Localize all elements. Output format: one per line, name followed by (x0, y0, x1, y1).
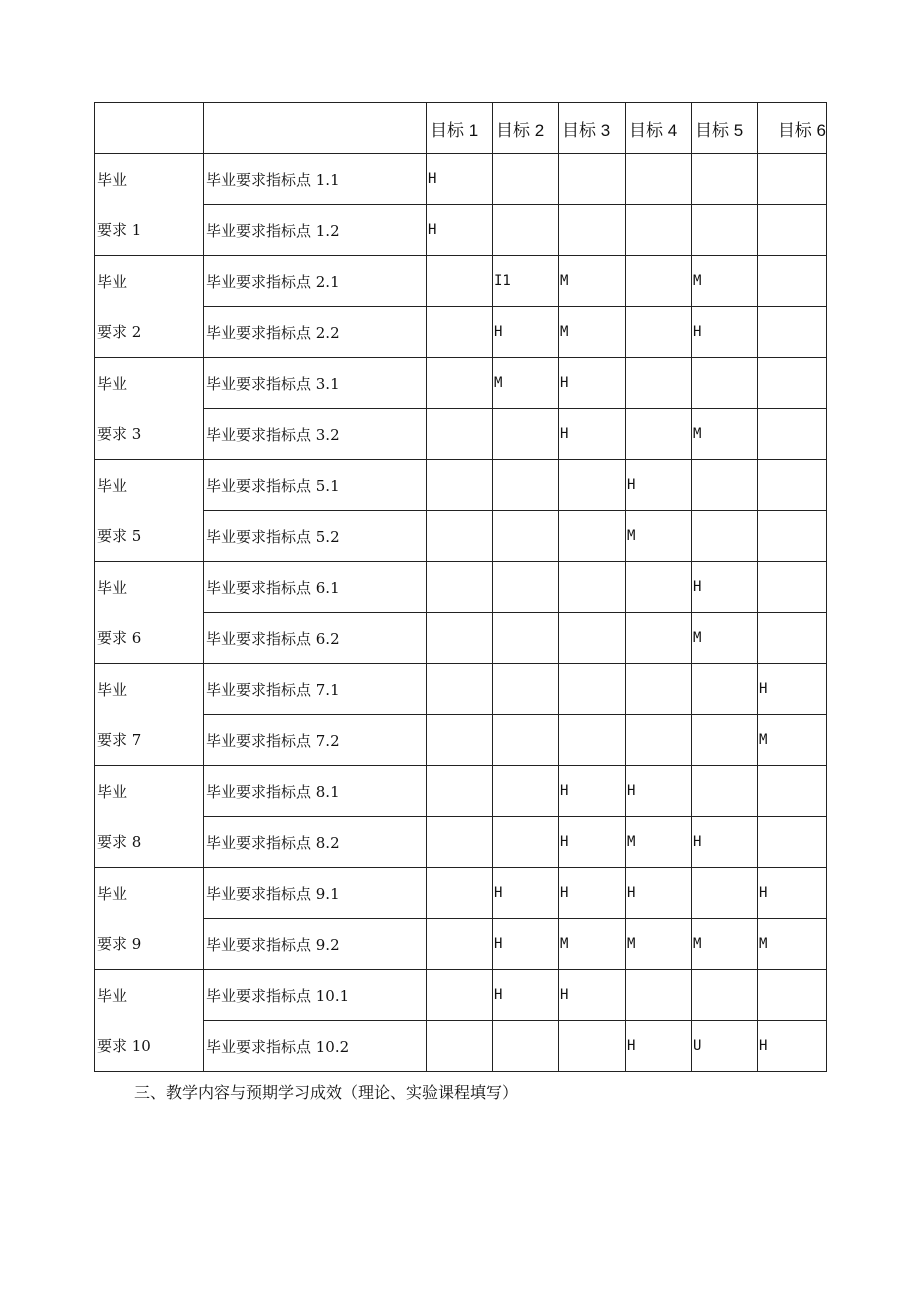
requirement-cell: 毕业 (95, 970, 204, 1021)
support-matrix-table (94, 102, 827, 1072)
table-row (95, 205, 827, 256)
header-goal-6: 目标 6 (758, 103, 827, 154)
goal-4-mark-cell: H (626, 1021, 692, 1072)
goal-2-mark-cell (493, 766, 559, 817)
goal-1-mark-cell (427, 358, 493, 409)
indicator-cell: 毕业要求指标点 9.1 (204, 868, 427, 919)
goal-3-mark-cell (559, 562, 626, 613)
requirement-cell: 毕业 (95, 664, 204, 715)
indicator-cell: 毕业要求指标点 1.1 (204, 154, 427, 205)
goal-6-mark-cell (758, 460, 827, 511)
goal-3-mark-cell (559, 511, 626, 562)
goal-4-mark-cell (626, 970, 692, 1021)
goal-6-mark-cell (758, 307, 827, 358)
goal-3-mark-cell (559, 613, 626, 664)
goal-6-mark-cell (758, 409, 827, 460)
goal-1-mark-cell (427, 919, 493, 970)
header-goal-1: 目标 1 (427, 103, 493, 154)
requirement-cell: 要求 6 (95, 613, 204, 664)
goal-1-mark-cell (427, 970, 493, 1021)
indicator-cell: 毕业要求指标点 7.2 (204, 715, 427, 766)
goal-3-mark-cell (559, 715, 626, 766)
goal-6-mark-cell (758, 613, 827, 664)
header-goal-2: 目标 2 (493, 103, 559, 154)
goal-5-mark-cell: M (692, 919, 758, 970)
goal-6-mark-cell: M (758, 715, 827, 766)
goal-3-mark-cell: M (559, 256, 626, 307)
requirement-cell: 要求 2 (95, 307, 204, 358)
header-row (95, 103, 827, 154)
goal-6-mark-cell (758, 256, 827, 307)
goal-4-mark-cell (626, 154, 692, 205)
header-goal-4: 目标 4 (626, 103, 692, 154)
goal-5-mark-cell: M (692, 409, 758, 460)
indicator-cell: 毕业要求指标点 10.1 (204, 970, 427, 1021)
goal-1-mark-cell (427, 715, 493, 766)
goal-6-mark-cell (758, 817, 827, 868)
requirement-cell: 要求 3 (95, 409, 204, 460)
indicator-cell: 毕业要求指标点 5.1 (204, 460, 427, 511)
goal-2-mark-cell: M (493, 358, 559, 409)
indicator-cell: 毕业要求指标点 6.2 (204, 613, 427, 664)
header-goal-5: 目标 5 (692, 103, 758, 154)
goal-2-mark-cell (493, 613, 559, 664)
indicator-cell: 毕业要求指标点 3.2 (204, 409, 427, 460)
goal-6-mark-cell (758, 154, 827, 205)
goal-2-mark-cell (493, 1021, 559, 1072)
goal-5-mark-cell: H (692, 562, 758, 613)
goal-5-mark-cell: H (692, 307, 758, 358)
goal-6-mark-cell (758, 358, 827, 409)
table-row (95, 460, 827, 511)
goal-1-mark-cell (427, 868, 493, 919)
goal-2-mark-cell: H (493, 868, 559, 919)
goal-5-mark-cell (692, 511, 758, 562)
goal-1-mark-cell (427, 613, 493, 664)
goal-5-mark-cell: M (692, 256, 758, 307)
goal-2-mark-cell (493, 460, 559, 511)
indicator-cell: 毕业要求指标点 10.2 (204, 1021, 427, 1072)
goal-2-mark-cell (493, 205, 559, 256)
table-row (95, 409, 827, 460)
goal-3-mark-cell: H (559, 409, 626, 460)
goal-6-mark-cell (758, 562, 827, 613)
indicator-cell: 毕业要求指标点 6.1 (204, 562, 427, 613)
header-cell-indicator (204, 103, 427, 154)
goal-5-mark-cell (692, 664, 758, 715)
goal-5-mark-cell (692, 460, 758, 511)
table-row (95, 154, 827, 205)
goal-2-mark-cell (493, 511, 559, 562)
goal-5-mark-cell (692, 868, 758, 919)
matrix-body (95, 154, 827, 1072)
table-row (95, 562, 827, 613)
table-row (95, 511, 827, 562)
table-row (95, 358, 827, 409)
table-row (95, 766, 827, 817)
goal-4-mark-cell (626, 562, 692, 613)
goal-4-mark-cell (626, 715, 692, 766)
goal-3-mark-cell (559, 154, 626, 205)
goal-3-mark-cell: H (559, 817, 626, 868)
goal-2-mark-cell: H (493, 307, 559, 358)
goal-4-mark-cell: M (626, 817, 692, 868)
goal-3-mark-cell: M (559, 919, 626, 970)
requirement-cell: 要求 7 (95, 715, 204, 766)
requirement-cell: 要求 8 (95, 817, 204, 868)
goal-3-mark-cell: H (559, 358, 626, 409)
requirement-cell: 毕业 (95, 868, 204, 919)
goal-1-mark-cell: H (427, 205, 493, 256)
table-row (95, 919, 827, 970)
indicator-cell: 毕业要求指标点 2.2 (204, 307, 427, 358)
goal-3-mark-cell: H (559, 970, 626, 1021)
goal-2-mark-cell (493, 664, 559, 715)
goal-6-mark-cell (758, 766, 827, 817)
goal-2-mark-cell (493, 154, 559, 205)
goal-6-mark-cell (758, 970, 827, 1021)
requirement-cell: 毕业 (95, 766, 204, 817)
goal-2-mark-cell (493, 562, 559, 613)
requirement-cell: 毕业 (95, 154, 204, 205)
requirement-cell: 毕业 (95, 562, 204, 613)
goal-1-mark-cell (427, 511, 493, 562)
goal-4-mark-cell: H (626, 460, 692, 511)
goal-4-mark-cell: M (626, 919, 692, 970)
table-row (95, 256, 827, 307)
indicator-cell: 毕业要求指标点 9.2 (204, 919, 427, 970)
goal-1-mark-cell (427, 1021, 493, 1072)
goal-4-mark-cell: M (626, 511, 692, 562)
goal-1-mark-cell (427, 307, 493, 358)
goal-6-mark-cell (758, 511, 827, 562)
requirement-cell: 毕业 (95, 460, 204, 511)
goal-5-mark-cell: H (692, 817, 758, 868)
goal-3-mark-cell: M (559, 307, 626, 358)
goal-5-mark-cell (692, 970, 758, 1021)
goal-5-mark-cell (692, 766, 758, 817)
goal-4-mark-cell (626, 307, 692, 358)
goal-3-mark-cell: H (559, 868, 626, 919)
goal-3-mark-cell (559, 1021, 626, 1072)
header-cell-requirement (95, 103, 204, 154)
indicator-cell: 毕业要求指标点 5.2 (204, 511, 427, 562)
requirement-cell: 要求 10 (95, 1021, 204, 1072)
indicator-cell: 毕业要求指标点 2.1 (204, 256, 427, 307)
requirement-cell: 要求 9 (95, 919, 204, 970)
header-goal-3: 目标 3 (559, 103, 626, 154)
goal-2-mark-cell: H (493, 919, 559, 970)
goal-6-mark-cell: H (758, 868, 827, 919)
goal-2-mark-cell: H (493, 970, 559, 1021)
goal-3-mark-cell (559, 460, 626, 511)
goal-2-mark-cell (493, 817, 559, 868)
goal-4-mark-cell: H (626, 868, 692, 919)
goal-6-mark-cell: M (758, 919, 827, 970)
goal-4-mark-cell (626, 613, 692, 664)
goal-1-mark-cell (427, 562, 493, 613)
goal-5-mark-cell (692, 715, 758, 766)
goal-6-mark-cell: H (758, 1021, 827, 1072)
goal-6-mark-cell: H (758, 664, 827, 715)
indicator-cell: 毕业要求指标点 8.1 (204, 766, 427, 817)
goal-4-mark-cell (626, 256, 692, 307)
goal-3-mark-cell: H (559, 766, 626, 817)
goal-1-mark-cell: H (427, 154, 493, 205)
indicator-cell: 毕业要求指标点 1.2 (204, 205, 427, 256)
table-row (95, 868, 827, 919)
goal-1-mark-cell (427, 766, 493, 817)
goal-5-mark-cell (692, 358, 758, 409)
table-row (95, 1021, 827, 1072)
table-row (95, 664, 827, 715)
requirement-cell: 毕业 (95, 256, 204, 307)
goal-1-mark-cell (427, 409, 493, 460)
table-row (95, 307, 827, 358)
goal-4-mark-cell: H (626, 766, 692, 817)
goal-5-mark-cell: M (692, 613, 758, 664)
requirement-cell: 要求 5 (95, 511, 204, 562)
table-row (95, 817, 827, 868)
goal-4-mark-cell (626, 409, 692, 460)
goal-6-mark-cell (758, 205, 827, 256)
goal-1-mark-cell (427, 664, 493, 715)
indicator-cell: 毕业要求指标点 3.1 (204, 358, 427, 409)
goal-3-mark-cell (559, 205, 626, 256)
requirement-cell: 要求 1 (95, 205, 204, 256)
goal-1-mark-cell (427, 460, 493, 511)
table-row (95, 970, 827, 1021)
indicator-cell: 毕业要求指标点 8.2 (204, 817, 427, 868)
goal-4-mark-cell (626, 205, 692, 256)
section-heading: 三、教学内容与预期学习成效（理论、实验课程填写） (134, 1083, 519, 1102)
goal-4-mark-cell (626, 358, 692, 409)
goal-1-mark-cell (427, 256, 493, 307)
table-row (95, 613, 827, 664)
goal-5-mark-cell: U (692, 1021, 758, 1072)
goal-2-mark-cell (493, 409, 559, 460)
goal-5-mark-cell (692, 154, 758, 205)
goal-4-mark-cell (626, 664, 692, 715)
goal-5-mark-cell (692, 205, 758, 256)
goal-1-mark-cell (427, 817, 493, 868)
indicator-cell: 毕业要求指标点 7.1 (204, 664, 427, 715)
table-row (95, 715, 827, 766)
goal-2-mark-cell: I1 (493, 256, 559, 307)
requirement-cell: 毕业 (95, 358, 204, 409)
goal-2-mark-cell (493, 715, 559, 766)
goal-3-mark-cell (559, 664, 626, 715)
